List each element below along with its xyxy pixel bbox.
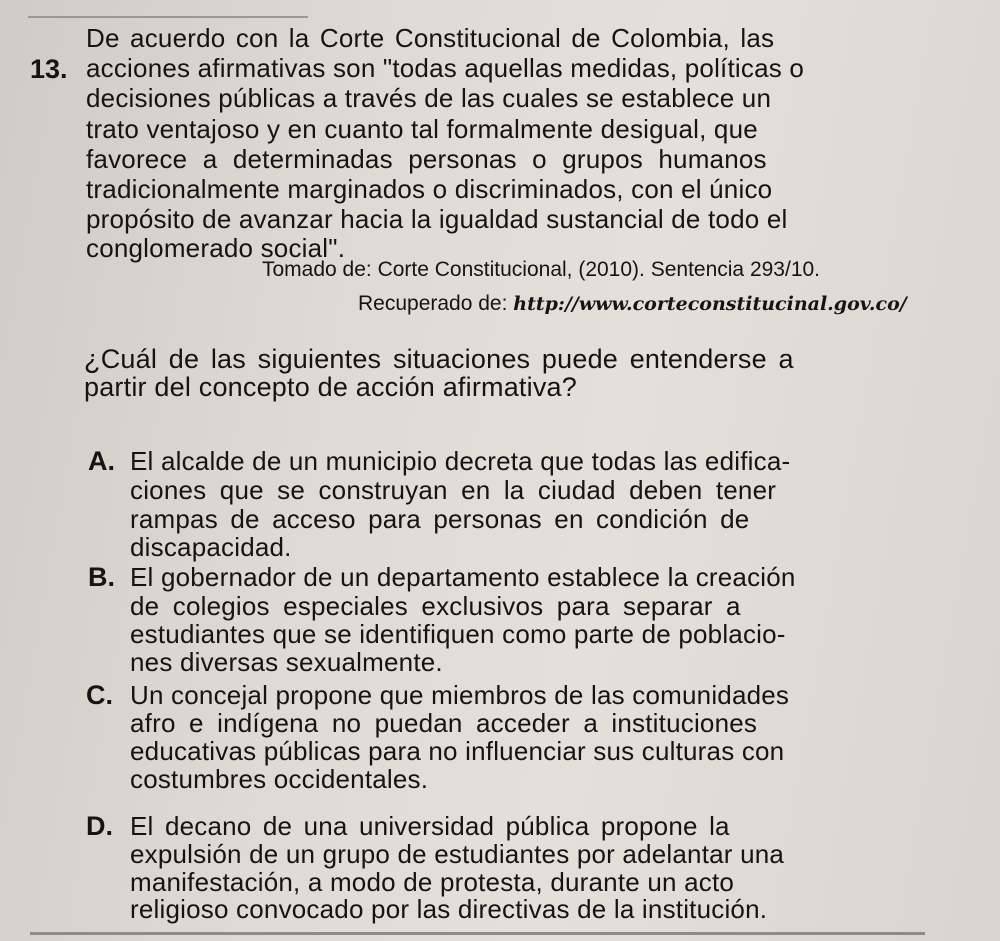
quote-line: acciones afirmativas son "todas aquellas medidas, políticas o bbox=[86, 53, 805, 83]
quote-line: decisiones públicas a través de las cuales se establece un bbox=[86, 83, 772, 113]
option-line: expulsión de un grupo de estudiantes por adelantar una bbox=[130, 839, 785, 869]
option-line: de colegios especiales exclusivos para separar a bbox=[130, 591, 741, 621]
source-label: Recuperado de: bbox=[358, 292, 514, 315]
top-rule bbox=[28, 16, 308, 18]
prompt-line: partir del concepto de acción afirmativa? bbox=[84, 372, 577, 402]
option-line: educativas públicas para no influenciar sus culturas con bbox=[130, 736, 785, 766]
option-line: costumbres occidentales. bbox=[130, 764, 429, 794]
option-letter: C. bbox=[86, 680, 113, 710]
option-line: estudiantes que se identifiquen como parte de poblacio- bbox=[130, 619, 786, 649]
prompt-line: ¿Cuál de las siguientes situaciones puede entenderse a bbox=[84, 344, 794, 374]
quote-line: favorece a determinadas personas o grupos humanos bbox=[86, 144, 767, 174]
source-citation: Tomado de: Corte Constitucional, (2010). Sentencia 293/10. bbox=[262, 258, 821, 281]
option-line: manifestación, a modo de protesta, durante un acto bbox=[130, 867, 735, 897]
option-line: El alcalde de un municipio decreta que todas las edifica- bbox=[130, 446, 791, 476]
bottom-rule bbox=[30, 932, 925, 935]
quote-line: De acuerdo con la Corte Constitucional de Colombia, las bbox=[86, 23, 775, 53]
option-line: religioso convocado por las directivas de la institución. bbox=[130, 894, 768, 924]
quote-line: trato ventajoso y en cuanto tal formalmente desigual, que bbox=[86, 114, 758, 144]
option-letter: B. bbox=[88, 562, 115, 592]
option-line: nes diversas sexualmente. bbox=[130, 647, 443, 677]
option-letter: D. bbox=[86, 811, 113, 841]
quote-line: conglomerado social". bbox=[86, 233, 346, 263]
option-line: afro e indígena no puedan acceder a instituciones bbox=[130, 708, 758, 738]
option-line: El gobernador de un departamento establece la creación bbox=[130, 562, 796, 592]
question-number: 13. bbox=[30, 54, 68, 84]
option-line: rampas de acceso para personas en condición de bbox=[130, 504, 750, 534]
quote-line: tradicionalmente marginados o discriminados, con el único bbox=[86, 174, 773, 204]
option-line: Un concejal propone que miembros de las comunidades bbox=[130, 680, 790, 710]
option-line: discapacidad. bbox=[130, 532, 292, 562]
option-letter: A. bbox=[88, 446, 115, 476]
source-url: http://www.corteconstitucinal.gov.co/ bbox=[513, 293, 907, 315]
source-url-line bbox=[358, 292, 907, 316]
option-line: ciones que se construyan en la ciudad deben tener bbox=[130, 475, 777, 505]
option-line: El decano de una universidad pública propone la bbox=[130, 811, 730, 841]
quote-line: propósito de avanzar hacia la igualdad sustancial de todo el bbox=[86, 204, 788, 234]
